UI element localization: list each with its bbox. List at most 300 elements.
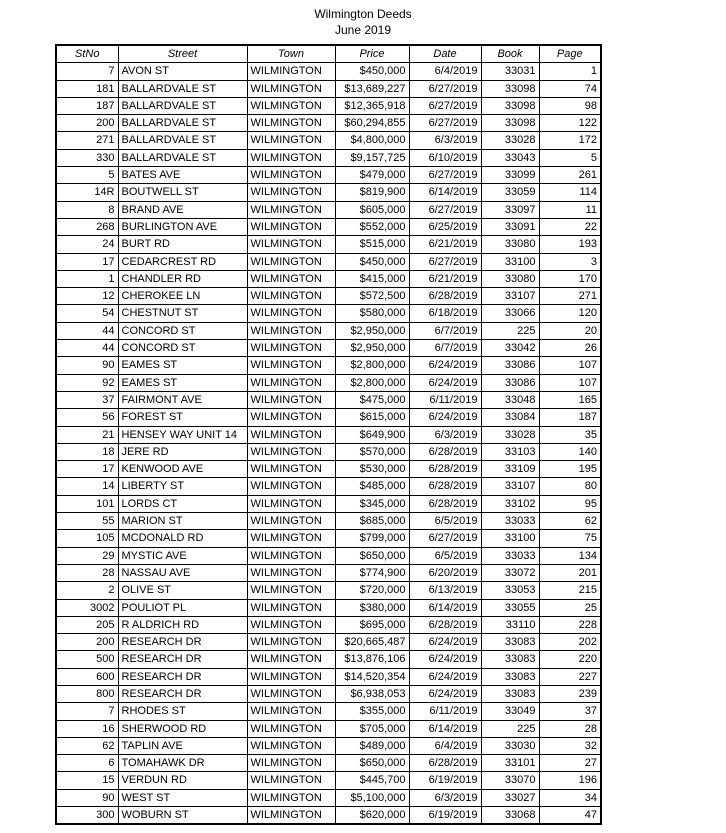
cell-street: MCDONALD RD xyxy=(118,530,247,547)
cell-street: BALLARDVALE ST xyxy=(118,115,247,132)
cell-page: 1 xyxy=(539,63,601,80)
cell-page: 170 xyxy=(539,270,601,287)
cell-date: 6/27/2019 xyxy=(409,80,481,97)
cell-date: 6/24/2019 xyxy=(409,651,481,668)
cell-street: RESEARCH DR xyxy=(118,634,247,651)
table-row xyxy=(56,236,601,253)
cell-stno: 55 xyxy=(56,513,118,530)
cell-page: 172 xyxy=(539,132,601,149)
cell-date: 6/4/2019 xyxy=(409,63,481,80)
cell-stno: 3002 xyxy=(56,599,118,616)
cell-street: BALLARDVALE ST xyxy=(118,149,247,166)
cell-page: 215 xyxy=(539,582,601,599)
cell-book: 33033 xyxy=(481,513,539,530)
cell-street: BOUTWELL ST xyxy=(118,184,247,201)
table-row xyxy=(56,720,601,737)
cell-street: VERDUN RD xyxy=(118,772,247,789)
cell-street: RESEARCH DR xyxy=(118,668,247,685)
cell-street: RESEARCH DR xyxy=(118,651,247,668)
cell-page: 28 xyxy=(539,720,601,737)
cell-town: WILMINGTON xyxy=(247,755,335,772)
table-row xyxy=(56,685,601,702)
cell-page: 107 xyxy=(539,374,601,391)
cell-date: 6/27/2019 xyxy=(409,97,481,114)
cell-town: WILMINGTON xyxy=(247,80,335,97)
cell-price: $705,000 xyxy=(335,720,409,737)
table-row xyxy=(56,63,601,80)
cell-street: AVON ST xyxy=(118,63,247,80)
cell-stno: 200 xyxy=(56,634,118,651)
cell-date: 6/24/2019 xyxy=(409,685,481,702)
cell-date: 6/28/2019 xyxy=(409,478,481,495)
table-row xyxy=(56,703,601,720)
cell-page: 98 xyxy=(539,97,601,114)
cell-street: HENSEY WAY UNIT 14 xyxy=(118,426,247,443)
cell-date: 6/27/2019 xyxy=(409,201,481,218)
cell-date: 6/24/2019 xyxy=(409,668,481,685)
cell-book: 33043 xyxy=(481,149,539,166)
cell-stno: 300 xyxy=(56,807,118,825)
cell-date: 6/28/2019 xyxy=(409,616,481,633)
cell-street: CEDARCREST RD xyxy=(118,253,247,270)
cell-book: 33098 xyxy=(481,80,539,97)
cell-book: 33083 xyxy=(481,634,539,651)
cell-street: WEST ST xyxy=(118,789,247,806)
cell-street: EAMES ST xyxy=(118,357,247,374)
cell-stno: 14R xyxy=(56,184,118,201)
cell-price: $6,938,053 xyxy=(335,685,409,702)
cell-stno: 16 xyxy=(56,720,118,737)
table-row xyxy=(56,737,601,754)
cell-street: WOBURN ST xyxy=(118,807,247,825)
cell-stno: 200 xyxy=(56,115,118,132)
cell-date: 6/28/2019 xyxy=(409,461,481,478)
cell-date: 6/11/2019 xyxy=(409,391,481,408)
column-header-price: Price xyxy=(335,45,409,63)
cell-price: $530,000 xyxy=(335,461,409,478)
cell-price: $2,800,000 xyxy=(335,374,409,391)
cell-date: 6/7/2019 xyxy=(409,322,481,339)
cell-page: 114 xyxy=(539,184,601,201)
cell-book: 33100 xyxy=(481,253,539,270)
cell-town: WILMINGTON xyxy=(247,478,335,495)
cell-date: 6/14/2019 xyxy=(409,184,481,201)
cell-price: $572,500 xyxy=(335,288,409,305)
cell-page: 34 xyxy=(539,789,601,806)
cell-book: 225 xyxy=(481,720,539,737)
cell-town: WILMINGTON xyxy=(247,737,335,754)
column-header-town: Town xyxy=(247,45,335,63)
cell-price: $380,000 xyxy=(335,599,409,616)
cell-town: WILMINGTON xyxy=(247,340,335,357)
cell-date: 6/28/2019 xyxy=(409,443,481,460)
cell-page: 74 xyxy=(539,80,601,97)
cell-book: 33110 xyxy=(481,616,539,633)
cell-town: WILMINGTON xyxy=(247,547,335,564)
cell-stno: 56 xyxy=(56,409,118,426)
cell-book: 33072 xyxy=(481,564,539,581)
cell-town: WILMINGTON xyxy=(247,253,335,270)
cell-stno: 62 xyxy=(56,737,118,754)
cell-street: CHANDLER RD xyxy=(118,270,247,287)
table-row xyxy=(56,322,601,339)
cell-street: OLIVE ST xyxy=(118,582,247,599)
cell-price: $415,000 xyxy=(335,270,409,287)
cell-street: TAPLIN AVE xyxy=(118,737,247,754)
cell-street: RHODES ST xyxy=(118,703,247,720)
cell-town: WILMINGTON xyxy=(247,703,335,720)
cell-stno: 29 xyxy=(56,547,118,564)
cell-page: 80 xyxy=(539,478,601,495)
cell-book: 33042 xyxy=(481,340,539,357)
cell-page: 187 xyxy=(539,409,601,426)
table-row xyxy=(56,547,601,564)
cell-price: $515,000 xyxy=(335,236,409,253)
cell-book: 33055 xyxy=(481,599,539,616)
cell-book: 33033 xyxy=(481,547,539,564)
cell-town: WILMINGTON xyxy=(247,495,335,512)
cell-price: $475,000 xyxy=(335,391,409,408)
cell-street: SHERWOOD RD xyxy=(118,720,247,737)
table-row xyxy=(56,270,601,287)
cell-page: 26 xyxy=(539,340,601,357)
cell-town: WILMINGTON xyxy=(247,236,335,253)
cell-date: 6/21/2019 xyxy=(409,270,481,287)
cell-page: 227 xyxy=(539,668,601,685)
cell-street: BALLARDVALE ST xyxy=(118,80,247,97)
cell-page: 11 xyxy=(539,201,601,218)
cell-book: 33098 xyxy=(481,97,539,114)
cell-town: WILMINGTON xyxy=(247,115,335,132)
cell-book: 33027 xyxy=(481,789,539,806)
cell-town: WILMINGTON xyxy=(247,149,335,166)
cell-town: WILMINGTON xyxy=(247,167,335,184)
cell-price: $605,000 xyxy=(335,201,409,218)
cell-date: 6/5/2019 xyxy=(409,547,481,564)
cell-book: 33086 xyxy=(481,374,539,391)
cell-street: BRAND AVE xyxy=(118,201,247,218)
table-row xyxy=(56,97,601,114)
table-row xyxy=(56,374,601,391)
cell-page: 3 xyxy=(539,253,601,270)
cell-price: $2,950,000 xyxy=(335,322,409,339)
cell-street: POULIOT PL xyxy=(118,599,247,616)
cell-price: $355,000 xyxy=(335,703,409,720)
cell-town: WILMINGTON xyxy=(247,807,335,825)
table-row xyxy=(56,478,601,495)
cell-town: WILMINGTON xyxy=(247,426,335,443)
cell-street: RESEARCH DR xyxy=(118,685,247,702)
cell-town: WILMINGTON xyxy=(247,391,335,408)
cell-street: LIBERTY ST xyxy=(118,478,247,495)
cell-price: $774,900 xyxy=(335,564,409,581)
cell-date: 6/4/2019 xyxy=(409,737,481,754)
cell-price: $479,000 xyxy=(335,167,409,184)
cell-page: 201 xyxy=(539,564,601,581)
cell-page: 25 xyxy=(539,599,601,616)
cell-date: 6/24/2019 xyxy=(409,357,481,374)
cell-price: $13,689,227 xyxy=(335,80,409,97)
cell-stno: 44 xyxy=(56,340,118,357)
cell-stno: 90 xyxy=(56,789,118,806)
table-row xyxy=(56,201,601,218)
cell-date: 6/3/2019 xyxy=(409,426,481,443)
cell-book: 33107 xyxy=(481,288,539,305)
cell-street: FOREST ST xyxy=(118,409,247,426)
cell-book: 33107 xyxy=(481,478,539,495)
table-row xyxy=(56,651,601,668)
cell-stno: 2 xyxy=(56,582,118,599)
cell-date: 6/20/2019 xyxy=(409,564,481,581)
table-row xyxy=(56,772,601,789)
table-row xyxy=(56,288,601,305)
cell-stno: 28 xyxy=(56,564,118,581)
cell-town: WILMINGTON xyxy=(247,634,335,651)
cell-stno: 268 xyxy=(56,218,118,235)
cell-stno: 44 xyxy=(56,322,118,339)
table-body xyxy=(56,63,601,825)
table-row xyxy=(56,253,601,270)
cell-price: $5,100,000 xyxy=(335,789,409,806)
cell-page: 165 xyxy=(539,391,601,408)
cell-town: WILMINGTON xyxy=(247,720,335,737)
cell-town: WILMINGTON xyxy=(247,582,335,599)
cell-page: 47 xyxy=(539,807,601,825)
column-header-book: Book xyxy=(481,45,539,63)
cell-stno: 330 xyxy=(56,149,118,166)
cell-page: 239 xyxy=(539,685,601,702)
cell-town: WILMINGTON xyxy=(247,63,335,80)
cell-page: 62 xyxy=(539,513,601,530)
cell-page: 20 xyxy=(539,322,601,339)
cell-date: 6/19/2019 xyxy=(409,772,481,789)
cell-stno: 7 xyxy=(56,63,118,80)
cell-stno: 7 xyxy=(56,703,118,720)
cell-price: $552,000 xyxy=(335,218,409,235)
cell-page: 228 xyxy=(539,616,601,633)
cell-date: 6/28/2019 xyxy=(409,755,481,772)
table-row xyxy=(56,789,601,806)
cell-book: 33049 xyxy=(481,703,539,720)
cell-price: $445,700 xyxy=(335,772,409,789)
cell-book: 33098 xyxy=(481,115,539,132)
cell-stno: 500 xyxy=(56,651,118,668)
cell-stno: 54 xyxy=(56,305,118,322)
cell-book: 33109 xyxy=(481,461,539,478)
cell-page: 120 xyxy=(539,305,601,322)
cell-street: KENWOOD AVE xyxy=(118,461,247,478)
cell-book: 33083 xyxy=(481,685,539,702)
cell-book: 33028 xyxy=(481,132,539,149)
cell-date: 6/27/2019 xyxy=(409,167,481,184)
cell-town: WILMINGTON xyxy=(247,132,335,149)
cell-town: WILMINGTON xyxy=(247,184,335,201)
cell-stno: 24 xyxy=(56,236,118,253)
table-row xyxy=(56,530,601,547)
cell-town: WILMINGTON xyxy=(247,201,335,218)
cell-page: 271 xyxy=(539,288,601,305)
cell-date: 6/27/2019 xyxy=(409,115,481,132)
cell-price: $720,000 xyxy=(335,582,409,599)
table-row xyxy=(56,115,601,132)
cell-town: WILMINGTON xyxy=(247,772,335,789)
table-row xyxy=(56,80,601,97)
cell-price: $615,000 xyxy=(335,409,409,426)
cell-town: WILMINGTON xyxy=(247,599,335,616)
table-row xyxy=(56,167,601,184)
cell-town: WILMINGTON xyxy=(247,305,335,322)
cell-book: 33083 xyxy=(481,668,539,685)
cell-street: JERE RD xyxy=(118,443,247,460)
page-subtitle: June 2019 xyxy=(334,23,392,37)
cell-price: $570,000 xyxy=(335,443,409,460)
table-row xyxy=(56,513,601,530)
cell-town: WILMINGTON xyxy=(247,530,335,547)
cell-date: 6/10/2019 xyxy=(409,149,481,166)
cell-book: 33103 xyxy=(481,443,539,460)
cell-book: 33068 xyxy=(481,807,539,825)
cell-page: 196 xyxy=(539,772,601,789)
table-row xyxy=(56,495,601,512)
cell-book: 33030 xyxy=(481,737,539,754)
cell-date: 6/18/2019 xyxy=(409,305,481,322)
cell-stno: 101 xyxy=(56,495,118,512)
cell-town: WILMINGTON xyxy=(247,685,335,702)
cell-stno: 1 xyxy=(56,270,118,287)
cell-date: 6/25/2019 xyxy=(409,218,481,235)
cell-stno: 17 xyxy=(56,253,118,270)
cell-price: $60,294,855 xyxy=(335,115,409,132)
cell-price: $12,365,918 xyxy=(335,97,409,114)
cell-date: 6/27/2019 xyxy=(409,530,481,547)
cell-street: BALLARDVALE ST xyxy=(118,132,247,149)
cell-page: 140 xyxy=(539,443,601,460)
cell-stno: 181 xyxy=(56,80,118,97)
cell-price: $450,000 xyxy=(335,253,409,270)
cell-book: 33099 xyxy=(481,167,539,184)
cell-page: 195 xyxy=(539,461,601,478)
cell-book: 33028 xyxy=(481,426,539,443)
cell-street: BALLARDVALE ST xyxy=(118,97,247,114)
cell-book: 225 xyxy=(481,322,539,339)
cell-book: 33083 xyxy=(481,651,539,668)
table-row xyxy=(56,564,601,581)
cell-street: NASSAU AVE xyxy=(118,564,247,581)
cell-book: 33100 xyxy=(481,530,539,547)
cell-date: 6/5/2019 xyxy=(409,513,481,530)
cell-price: $2,950,000 xyxy=(335,340,409,357)
cell-street: CHESTNUT ST xyxy=(118,305,247,322)
cell-date: 6/7/2019 xyxy=(409,340,481,357)
cell-stno: 90 xyxy=(56,357,118,374)
cell-town: WILMINGTON xyxy=(247,270,335,287)
table-row xyxy=(56,426,601,443)
cell-town: WILMINGTON xyxy=(247,513,335,530)
cell-date: 6/3/2019 xyxy=(409,789,481,806)
cell-town: WILMINGTON xyxy=(247,461,335,478)
cell-book: 33097 xyxy=(481,201,539,218)
cell-street: TOMAHAWK DR xyxy=(118,755,247,772)
cell-street: MYSTIC AVE xyxy=(118,547,247,564)
cell-stno: 17 xyxy=(56,461,118,478)
cell-price: $650,000 xyxy=(335,755,409,772)
cell-town: WILMINGTON xyxy=(247,322,335,339)
cell-stno: 14 xyxy=(56,478,118,495)
cell-book: 33053 xyxy=(481,582,539,599)
table-row xyxy=(56,461,601,478)
table-row xyxy=(56,599,601,616)
cell-book: 33084 xyxy=(481,409,539,426)
cell-price: $485,000 xyxy=(335,478,409,495)
cell-stno: 37 xyxy=(56,391,118,408)
cell-town: WILMINGTON xyxy=(247,357,335,374)
cell-town: WILMINGTON xyxy=(247,651,335,668)
cell-page: 5 xyxy=(539,149,601,166)
cell-town: WILMINGTON xyxy=(247,443,335,460)
cell-page: 261 xyxy=(539,167,601,184)
table-row xyxy=(56,305,601,322)
cell-stno: 205 xyxy=(56,616,118,633)
table-row xyxy=(56,391,601,408)
cell-page: 75 xyxy=(539,530,601,547)
cell-price: $4,800,000 xyxy=(335,132,409,149)
cell-date: 6/24/2019 xyxy=(409,634,481,651)
cell-page: 134 xyxy=(539,547,601,564)
cell-page: 95 xyxy=(539,495,601,512)
cell-book: 33070 xyxy=(481,772,539,789)
table-row xyxy=(56,668,601,685)
table-row xyxy=(56,582,601,599)
cell-book: 33080 xyxy=(481,236,539,253)
column-header-stno: StNo xyxy=(56,45,118,63)
cell-page: 35 xyxy=(539,426,601,443)
cell-book: 33091 xyxy=(481,218,539,235)
cell-book: 33080 xyxy=(481,270,539,287)
cell-stno: 271 xyxy=(56,132,118,149)
cell-price: $450,000 xyxy=(335,63,409,80)
table-row xyxy=(56,409,601,426)
cell-stno: 92 xyxy=(56,374,118,391)
table-row xyxy=(56,149,601,166)
cell-street: CHEROKEE LN xyxy=(118,288,247,305)
table-row xyxy=(56,616,601,633)
table-row xyxy=(56,807,601,825)
cell-page: 107 xyxy=(539,357,601,374)
cell-date: 6/21/2019 xyxy=(409,236,481,253)
cell-price: $14,520,354 xyxy=(335,668,409,685)
cell-price: $819,900 xyxy=(335,184,409,201)
cell-town: WILMINGTON xyxy=(247,564,335,581)
cell-book: 33059 xyxy=(481,184,539,201)
cell-street: MARION ST xyxy=(118,513,247,530)
cell-page: 32 xyxy=(539,737,601,754)
cell-date: 6/24/2019 xyxy=(409,374,481,391)
cell-page: 193 xyxy=(539,236,601,253)
cell-price: $650,000 xyxy=(335,547,409,564)
cell-date: 6/3/2019 xyxy=(409,132,481,149)
cell-stno: 5 xyxy=(56,167,118,184)
cell-stno: 15 xyxy=(56,772,118,789)
cell-date: 6/27/2019 xyxy=(409,253,481,270)
cell-price: $13,876,106 xyxy=(335,651,409,668)
deeds-table xyxy=(55,44,602,825)
cell-street: FAIRMONT AVE xyxy=(118,391,247,408)
cell-date: 6/19/2019 xyxy=(409,807,481,825)
cell-page: 27 xyxy=(539,755,601,772)
cell-stno: 800 xyxy=(56,685,118,702)
cell-page: 220 xyxy=(539,651,601,668)
cell-stno: 187 xyxy=(56,97,118,114)
